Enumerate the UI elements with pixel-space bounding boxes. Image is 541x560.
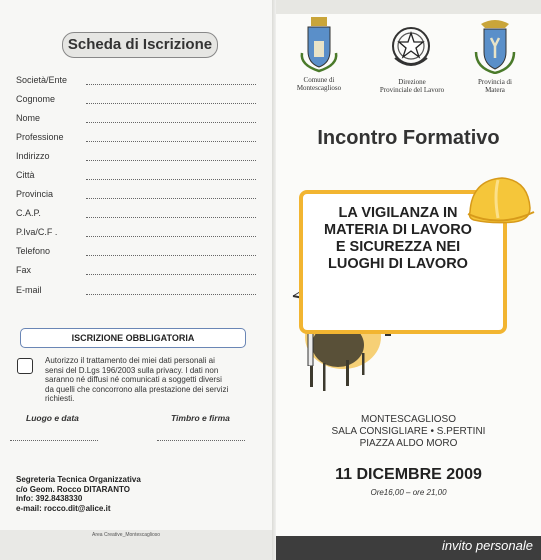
- field-label: Fax: [16, 265, 32, 275]
- venue-line: PIAZZA ALDO MORO: [359, 438, 458, 449]
- form-field-row[interactable]: [16, 170, 256, 184]
- hard-hat-icon: [464, 172, 536, 232]
- privacy-line: Autorizzo il trattamento dei miei dati personali ai: [45, 356, 215, 365]
- title-line: LUOGHI DI LAVORO: [328, 256, 468, 272]
- privacy-text: [45, 356, 241, 404]
- field-label: Nome: [16, 113, 41, 123]
- event-date: 11 DICEMBRE 2009: [335, 466, 482, 483]
- form-field-row[interactable]: [16, 75, 256, 89]
- title-line: E SICUREZZA NEI: [335, 239, 461, 255]
- form-field-row[interactable]: [16, 265, 256, 279]
- field-input-line[interactable]: [86, 122, 256, 123]
- comune-caption: [286, 76, 352, 92]
- caption-line: Direzione: [398, 78, 426, 86]
- place-date-label: Luogo e data: [26, 413, 79, 423]
- field-input-line[interactable]: [86, 294, 256, 295]
- form-field-row[interactable]: [16, 113, 256, 127]
- privacy-line: richiesti.: [45, 394, 75, 403]
- caption-line: Comune di: [303, 76, 335, 84]
- form-field-row[interactable]: [16, 208, 256, 222]
- form-field-row[interactable]: [16, 246, 256, 260]
- secretariat-email: e-mail: rocco.dit@alice.it: [16, 503, 111, 513]
- field-label: Professione: [16, 132, 64, 142]
- registration-title: Scheda di Iscrizione: [62, 32, 218, 58]
- panel-shade: [276, 0, 541, 14]
- provincia-crest-icon: [473, 16, 517, 74]
- caption-line: Matera: [485, 86, 505, 94]
- caption-line: Provincia di: [477, 78, 513, 86]
- field-input-line[interactable]: [86, 217, 256, 218]
- field-input-line[interactable]: [86, 103, 256, 104]
- personal-invitation-label: invito personale: [441, 538, 533, 553]
- field-label: Provincia: [16, 189, 54, 199]
- field-input-line[interactable]: [86, 236, 256, 237]
- venue-line: SALA CONSIGLIARE • S.PERTINI: [331, 426, 486, 437]
- provincia-caption: [463, 78, 527, 94]
- form-field-row[interactable]: [16, 227, 256, 241]
- field-input-line[interactable]: [86, 255, 256, 256]
- form-field-row[interactable]: [16, 132, 256, 146]
- field-label: Città: [16, 170, 35, 180]
- italian-republic-emblem-icon: [389, 24, 433, 72]
- field-input-line[interactable]: [86, 274, 256, 275]
- privacy-line: sensi del D.Lgs 196/2003 sulla privacy. I dati non: [45, 365, 219, 375]
- form-field-row[interactable]: [16, 94, 256, 108]
- venue-line: MONTESCAGLIOSO: [360, 414, 456, 425]
- form-field-row[interactable]: [16, 285, 256, 299]
- form-field-row[interactable]: [16, 151, 256, 165]
- secretariat-line: Info: 392.8438330: [16, 494, 83, 503]
- field-label: P.Iva/C.F .: [16, 227, 58, 237]
- form-field-row[interactable]: [16, 189, 256, 203]
- place-date-line[interactable]: [10, 440, 98, 441]
- secretariat-line: c/o Geom. Rocco DITARANTO: [16, 484, 130, 494]
- secretariat-info: [16, 475, 141, 513]
- privacy-line: da quelli che concorrono alla prestazione dei servizi: [45, 384, 229, 394]
- caption-line: Provinciale del Lavoro: [379, 86, 445, 94]
- comune-crest-icon: [298, 17, 340, 73]
- field-label: Società/Ente: [16, 75, 68, 85]
- field-input-line[interactable]: [86, 179, 256, 180]
- direzione-caption: [370, 78, 454, 94]
- field-label: Indirizzo: [16, 151, 50, 161]
- mandatory-registration-label: ISCRIZIONE OBBLIGATORIA: [20, 328, 246, 348]
- signature-line[interactable]: [157, 440, 245, 441]
- stamp-signature-label: Timbro e firma: [171, 413, 230, 423]
- title-line: MATERIA DI LAVORO: [324, 222, 472, 238]
- title-line: LA VIGILANZA IN: [338, 205, 458, 221]
- field-label: Cognome: [16, 94, 56, 104]
- privacy-checkbox[interactable]: [17, 358, 33, 374]
- venue-info: [276, 414, 541, 450]
- privacy-line: saranno né diffusi né comunicati a soggetti diversi: [45, 375, 222, 384]
- credit-text: Area Creative_Montescaglioso: [92, 532, 161, 538]
- field-label: C.A.P.: [16, 208, 41, 218]
- field-input-line[interactable]: [86, 141, 256, 142]
- field-input-line[interactable]: [86, 84, 256, 85]
- field-label: E-mail: [16, 285, 42, 295]
- caption-line: Montescaglioso: [296, 84, 342, 92]
- event-time: Ore16,00 – ore 21,00: [370, 488, 447, 497]
- field-label: Telefono: [16, 246, 51, 256]
- field-input-line[interactable]: [86, 160, 256, 161]
- event-type-title: Incontro Formativo: [317, 127, 500, 149]
- field-input-line[interactable]: [86, 198, 256, 199]
- secretariat-line: Segreteria Tecnica Organizzativa: [16, 475, 141, 484]
